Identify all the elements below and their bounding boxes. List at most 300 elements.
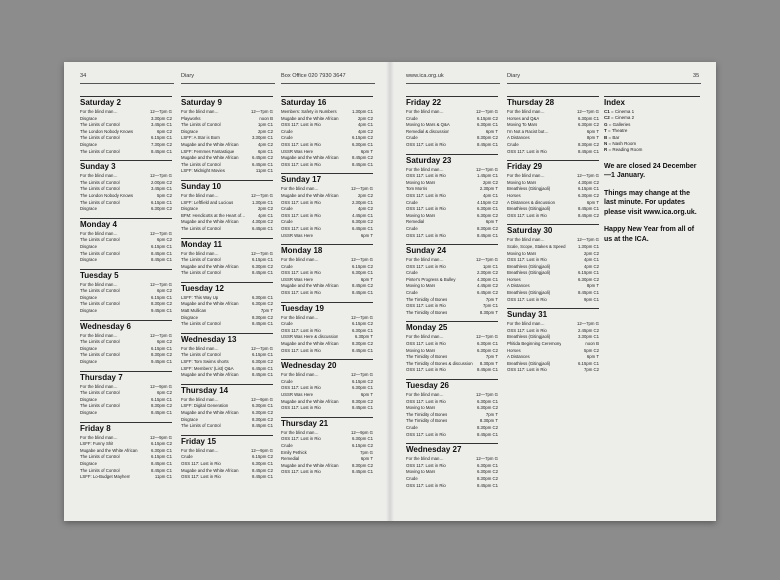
listing-row (507, 334, 599, 341)
diary-column (181, 96, 273, 486)
event-title: Mugabe and the White African (181, 155, 239, 161)
event-title: Disgrace (80, 141, 97, 147)
event-time-venue: 6.15pm C1 (150, 135, 172, 141)
listing-row (406, 213, 498, 220)
event-time-venue: 8.45pm C1 (476, 482, 498, 488)
event-time-venue: 1.30pm C1 (577, 243, 599, 249)
listing-row (181, 219, 273, 226)
listing-row (406, 469, 498, 476)
diary-day (281, 359, 373, 412)
event-time-venue: 8.45pm C1 (150, 250, 172, 256)
event-title: Moving to Mars (406, 283, 436, 289)
listing-row (281, 186, 373, 193)
event-time-venue: 12—7pm G (251, 109, 273, 114)
event-time-venue: 6.15pm C1 (251, 352, 273, 358)
event-title: The London Nobody Knows (80, 192, 134, 198)
listing-row (281, 109, 373, 116)
listing-row (406, 303, 498, 310)
right-page (390, 62, 716, 521)
event-time-venue: 12—7pm G (251, 192, 273, 198)
diary-day (406, 321, 498, 374)
diary-day (406, 379, 498, 438)
event-title: Disgrace (80, 308, 97, 314)
listing-row (181, 308, 273, 315)
listing-row (406, 456, 498, 463)
event-time-venue: 6.30pm C2 (251, 359, 273, 365)
event-title: LSFF: Tom Swims shorts (181, 359, 229, 365)
event-title: For the blind man… (281, 372, 319, 378)
event-time-venue: 12—9pm G (251, 396, 273, 402)
event-time-venue: 3.30pm C1 (251, 135, 273, 141)
event-time-venue: 8.30pm C2 (476, 135, 498, 141)
event-title: Mugabe and the White African (281, 283, 339, 289)
event-time-venue: 12—7pm G (476, 109, 498, 114)
event-time-venue: 6.15pm C1 (251, 257, 273, 263)
event-title: The Timidity of Bones (406, 354, 448, 360)
event-title: Crude (406, 115, 418, 121)
listing-row (281, 129, 373, 136)
event-time-venue: 2.00pm C2 (150, 179, 172, 185)
event-title: Mugabe and the White African (281, 115, 339, 121)
listing-row (406, 226, 498, 233)
event-title: OSS 117: Lost in Rio (406, 367, 446, 373)
listing-row (281, 430, 373, 437)
event-title: Moving to Mars (406, 347, 436, 353)
event-title: Crude (281, 135, 293, 141)
diary-column (507, 96, 599, 379)
listing-row (406, 167, 498, 174)
listing-row (181, 193, 273, 200)
listing-row (181, 346, 273, 353)
event-title: For the blind man… (181, 345, 219, 351)
event-title: Emily Pethick (281, 449, 307, 455)
event-time-venue: 6.30pm C1 (351, 436, 373, 442)
listing-row (80, 231, 172, 238)
event-time-venue: 6.30pm C1 (351, 385, 373, 391)
day-heading: Saturday 30 (507, 224, 599, 236)
listing-row (80, 441, 172, 448)
event-title: Disgrace (80, 257, 97, 263)
event-title: OSS 117: Lost in Rio (507, 212, 547, 218)
event-time-venue: 6.30pm T (354, 334, 373, 340)
listing-row (181, 213, 273, 220)
event-time-venue: 6.15pm C2 (351, 135, 373, 141)
event-title: OSS 117: Lost in Rio (281, 436, 321, 442)
listing-row (281, 226, 373, 233)
index-label: Galleries (612, 121, 631, 127)
index-code: G (604, 121, 608, 127)
listing-row (181, 155, 273, 162)
header-rule (80, 83, 174, 84)
event-title: LSFF: Leftfield and Lucious (181, 199, 234, 205)
event-title: The Timidity of Bones (406, 418, 448, 424)
event-title: For the blind man… (80, 281, 118, 287)
index-code: N (604, 141, 608, 147)
listing-row (80, 359, 172, 366)
index-code: B (604, 134, 608, 140)
event-title: USSR Was Here (281, 392, 314, 397)
event-title: Mugabe and the White African (181, 263, 239, 269)
index-label: Reading Room (612, 147, 643, 153)
event-time-venue: 2pm C2 (257, 206, 273, 212)
event-time-venue: 6.15pm C2 (150, 441, 172, 447)
event-time-venue: 1pm C1 (257, 122, 273, 128)
listing-row (281, 283, 373, 290)
day-heading: Tuesday 26 (406, 379, 498, 391)
event-title: Breathless (Gitingjaoli) (507, 186, 551, 192)
event-time-venue: 4pm C2 (583, 263, 599, 269)
event-time-venue: 9.45pm C1 (150, 308, 172, 314)
event-title: Mugabe and the White African (281, 341, 339, 347)
day-heading: Friday 22 (406, 96, 498, 108)
event-title: Scale, Scope, Stakes & Speed (507, 243, 566, 249)
listing-row (507, 122, 599, 129)
event-time-venue: 8.45pm C1 (351, 161, 373, 167)
listing-row (80, 435, 172, 442)
event-title: The Limits of Control (181, 257, 221, 263)
listing-row (281, 379, 373, 386)
event-time-venue: 8.45pm C1 (150, 257, 172, 263)
listing-row (507, 277, 599, 284)
event-time-venue: 3.45pm C1 (150, 186, 172, 192)
event-title: Horses (507, 192, 521, 198)
event-title: OSS 117: Lost in Rio (406, 263, 446, 269)
diary-day (281, 96, 373, 168)
diary-day (181, 384, 273, 430)
event-title: Disgrace (80, 345, 97, 351)
header-rule (406, 83, 500, 84)
listing-row (181, 116, 273, 123)
diary-day (80, 371, 172, 417)
event-title: A Distances (507, 283, 530, 289)
event-time-venue: 6.30pm C1 (476, 462, 498, 468)
listing-row (507, 109, 599, 116)
event-time-venue: 6.45pm C1 (351, 225, 373, 231)
listing-row (406, 200, 498, 207)
listing-row (406, 219, 498, 226)
listing-row (406, 135, 498, 142)
listing-row (80, 384, 172, 391)
event-time-venue: 6.15pm C2 (351, 263, 373, 269)
listing-row (80, 410, 172, 417)
event-time-venue: 4pm C2 (257, 141, 273, 147)
day-heading: Thursday 21 (281, 417, 373, 429)
event-title: The Limits of Control (80, 135, 120, 141)
listing-row (507, 193, 599, 200)
listing-row (80, 257, 172, 264)
event-title: LSFF: A Star is Born (181, 135, 220, 141)
box-office-number: Box Office 020 7930 3647 (281, 73, 346, 79)
listing-row (281, 372, 373, 379)
event-title: The Limits of Control (80, 467, 120, 473)
event-time-venue: 9pm C1 (583, 296, 599, 302)
listing-row (406, 109, 498, 116)
event-time-venue: 4.30pm C1 (476, 276, 498, 282)
event-time-venue: 8.30pm C2 (476, 424, 498, 430)
event-time-venue: 6.30pm C2 (476, 405, 498, 411)
event-title: For the blind man… (181, 447, 219, 453)
event-time-venue: 6.45pm C1 (251, 161, 273, 167)
diary-day (507, 224, 599, 303)
event-time-venue: 6.30pm C2 (577, 122, 599, 128)
event-title: OSS 117: Lost in Rio (406, 141, 446, 147)
listing-row (406, 483, 498, 490)
event-time-venue: 8.45pm C2 (251, 467, 273, 473)
listing-row (181, 168, 273, 175)
diary-day (406, 154, 498, 240)
diary-day (181, 238, 273, 277)
listing-row (507, 251, 599, 258)
event-time-venue: 6pm T (360, 392, 373, 397)
diary-day (80, 160, 172, 213)
event-time-venue: 12—7pm G (476, 392, 498, 397)
event-title: Moving to Mars (406, 405, 436, 411)
event-time-venue: 6.15pm C1 (150, 294, 172, 300)
listing-row (281, 443, 373, 450)
event-time-venue: 12—7pm G (251, 345, 273, 351)
day-heading: Wednesday 13 (181, 333, 273, 345)
event-time-venue: 8.45pm C1 (577, 290, 599, 296)
event-title: Crude (281, 206, 293, 212)
event-title: For the blind man… (507, 173, 545, 179)
event-time-venue: 8.30pm T (479, 360, 498, 366)
listing-row (507, 129, 599, 136)
event-time-venue: 6pm T (360, 456, 373, 462)
event-time-venue: 6.15pm C2 (476, 115, 498, 121)
event-time-venue: 6.30pm C1 (251, 294, 273, 300)
header-rule (281, 83, 375, 84)
event-time-venue: 6.30pm C2 (476, 347, 498, 353)
event-time-venue: 4.15pm C2 (476, 199, 498, 205)
listing-row (507, 135, 599, 142)
event-title: OSS 117: Lost in Rio (406, 341, 446, 347)
event-title: Crude (281, 442, 293, 448)
event-title: OSS 117: Lost in Rio (406, 173, 446, 179)
event-title: The Timidity of Bones (406, 411, 448, 417)
event-time-venue: 12—7pm G (351, 314, 373, 320)
index-separator: = (609, 115, 615, 121)
event-title: The Limits of Control (80, 454, 120, 460)
event-title: OSS 117: Lost in Rio (406, 232, 446, 238)
listing-row (507, 213, 599, 220)
event-title: OSS 117: Lost in Rio (181, 474, 221, 480)
event-title: The Limits of Control (181, 321, 221, 327)
listing-row (181, 461, 273, 468)
listing-row (406, 129, 498, 136)
event-title: OSS 117: Lost in Rio (281, 141, 321, 147)
event-title: LSFF: Digital Generation (181, 403, 229, 409)
listing-row (181, 270, 273, 277)
listing-row (406, 277, 498, 284)
event-time-venue: 2pm C2 (583, 250, 599, 256)
event-title: A Distances (507, 135, 530, 141)
event-title: Crude (507, 141, 519, 147)
right-page-number: 35 (693, 73, 700, 79)
event-time-venue: 6.15pm C1 (150, 345, 172, 351)
event-title: The Limits of Control (181, 423, 221, 429)
event-time-venue: 12—7pm G (577, 321, 599, 327)
event-title: OSS 117: Lost in Rio (507, 148, 547, 154)
diary-day (507, 96, 599, 155)
header-rule (507, 83, 701, 84)
day-heading: Sunday 10 (181, 180, 273, 192)
event-time-venue: 8.30pm C2 (351, 398, 373, 404)
diary-day (181, 282, 273, 328)
day-heading: Friday 8 (80, 422, 172, 434)
event-time-venue: 6.30pm C1 (351, 327, 373, 333)
listing-row (181, 423, 273, 430)
listing-row (406, 297, 498, 304)
event-time-venue: 6.45pm C2 (251, 155, 273, 161)
event-title: Disgrace (181, 128, 198, 134)
day-heading: Friday 15 (181, 435, 273, 447)
event-time-venue: 6.30pm C2 (476, 212, 498, 218)
listing-row (80, 308, 172, 315)
event-title: I'm Not a Racist but… (507, 128, 549, 134)
event-title: Crude (281, 128, 293, 134)
listing-row (406, 354, 498, 361)
header-rule (181, 83, 275, 84)
event-title: The Timidity of Bones & discussion (406, 360, 473, 366)
event-title: OSS 117: Lost in Rio (406, 462, 446, 468)
day-heading: Tuesday 12 (181, 282, 273, 294)
listing-row (507, 321, 599, 328)
event-time-venue: 8.30pm C2 (577, 141, 599, 147)
listing-row (80, 295, 172, 302)
event-title: Disgrace (80, 460, 97, 466)
event-time-venue: 8pm T (586, 283, 599, 289)
diary-day (80, 422, 172, 481)
event-time-venue: 8.45pm C1 (351, 347, 373, 353)
listing-row (406, 412, 498, 419)
listing-row (181, 135, 273, 142)
diary-day (406, 96, 498, 149)
event-time-venue: 4.45pm C2 (476, 283, 498, 289)
event-title: OSS 117: Lost in Rio (181, 460, 221, 466)
event-title: OSS 117: Lost in Rio (281, 122, 321, 128)
event-title: Moving to Mars (507, 179, 537, 185)
event-time-venue: 8.45pm C1 (251, 423, 273, 429)
event-time-venue: 6pm T (586, 199, 599, 205)
event-time-venue: 8.45pm C1 (150, 460, 172, 466)
event-title: For the blind man… (80, 383, 118, 389)
listing-row (80, 333, 172, 340)
event-time-venue: 8.30pm T (479, 309, 498, 315)
event-time-venue: 6.15pm C1 (577, 360, 599, 366)
event-title: Disgrace (80, 410, 97, 415)
listing-row (406, 206, 498, 213)
listing-row (281, 264, 373, 271)
event-time-venue: 4.30pm C2 (577, 179, 599, 185)
listing-row (80, 173, 172, 180)
listing-row (80, 282, 172, 289)
event-title: LSFF: Lo-Budget Mayhem (80, 474, 131, 480)
diary-day (406, 244, 498, 316)
event-time-venue: 12—7pm G (150, 230, 172, 236)
event-time-venue: 8.30pm C2 (351, 341, 373, 347)
event-time-venue: 12—7pm G (351, 257, 373, 263)
event-time-venue: 6.15pm C1 (150, 454, 172, 460)
event-title: LSFF: Members' (List) Q&A (181, 365, 234, 371)
event-title: Crude (281, 263, 293, 269)
listing-row (181, 454, 273, 461)
listing-row (181, 352, 273, 359)
website-url: www.ica.org.uk (406, 73, 444, 79)
listing-row (181, 301, 273, 308)
diary-day (507, 308, 599, 374)
listing-row (281, 392, 373, 399)
event-time-venue: 8.30pm C2 (476, 225, 498, 231)
listing-row (181, 315, 273, 322)
event-time-venue: 8.45pm C1 (476, 431, 498, 437)
listing-row (281, 122, 373, 129)
listing-row (281, 405, 373, 412)
listing-row (406, 180, 498, 187)
event-title: USSR Was Here & discussion (281, 334, 339, 340)
event-time-venue: 4.45pm C1 (351, 212, 373, 218)
listing-row (281, 436, 373, 443)
event-title: The Limits of Control (181, 225, 221, 231)
listing-row (406, 283, 498, 290)
event-time-venue: 2pm C2 (357, 115, 373, 121)
event-title: The Limits of Control (181, 161, 221, 167)
listing-row (80, 397, 172, 404)
event-time-venue: 6pm T (586, 128, 599, 134)
event-title: For the blind man… (80, 109, 118, 114)
diary-day (181, 435, 273, 481)
index-separator: = (606, 128, 612, 134)
day-heading: Friday 29 (507, 160, 599, 172)
event-time-venue: 6.15pm C1 (150, 199, 172, 205)
diary-day (507, 160, 599, 219)
listing-row (181, 162, 273, 169)
listing-row (507, 142, 599, 149)
event-title: Crude (406, 199, 418, 205)
event-time-venue: 6.30pm C2 (150, 206, 172, 212)
listing-row (507, 186, 599, 193)
event-title: Crude (406, 270, 418, 276)
diary-day (181, 180, 273, 233)
event-time-venue: 6.15pm C1 (577, 186, 599, 192)
day-heading: Thursday 28 (507, 96, 599, 108)
day-heading: Saturday 23 (406, 154, 498, 166)
listing-row (181, 359, 273, 366)
right-section-title: Diary (507, 73, 521, 79)
listing-row (406, 122, 498, 129)
listing-row (507, 244, 599, 251)
listing-row (80, 454, 172, 461)
event-time-venue: 7pm G (360, 449, 373, 455)
listing-row (80, 461, 172, 468)
diary-day (281, 417, 373, 476)
event-time-venue: 6.30pm C1 (476, 122, 498, 128)
event-title: Mugabe and the White African (181, 410, 239, 415)
listing-row (281, 270, 373, 277)
event-time-venue: 6pm C2 (156, 339, 172, 345)
listing-row (80, 129, 172, 136)
event-title: The Timidity of Bones (406, 309, 448, 315)
event-title: The Limits of Control (80, 199, 120, 205)
listing-row (80, 288, 172, 295)
listing-row (507, 283, 599, 290)
event-title: Disgrace (80, 396, 97, 402)
event-title: For the blind man… (80, 434, 118, 440)
listing-row (281, 456, 373, 463)
event-time-venue: 8.30pm C2 (150, 301, 172, 307)
listing-row (181, 251, 273, 258)
event-time-venue: 7pm C2 (583, 367, 599, 373)
event-time-venue: 6pm C1 (257, 148, 273, 154)
